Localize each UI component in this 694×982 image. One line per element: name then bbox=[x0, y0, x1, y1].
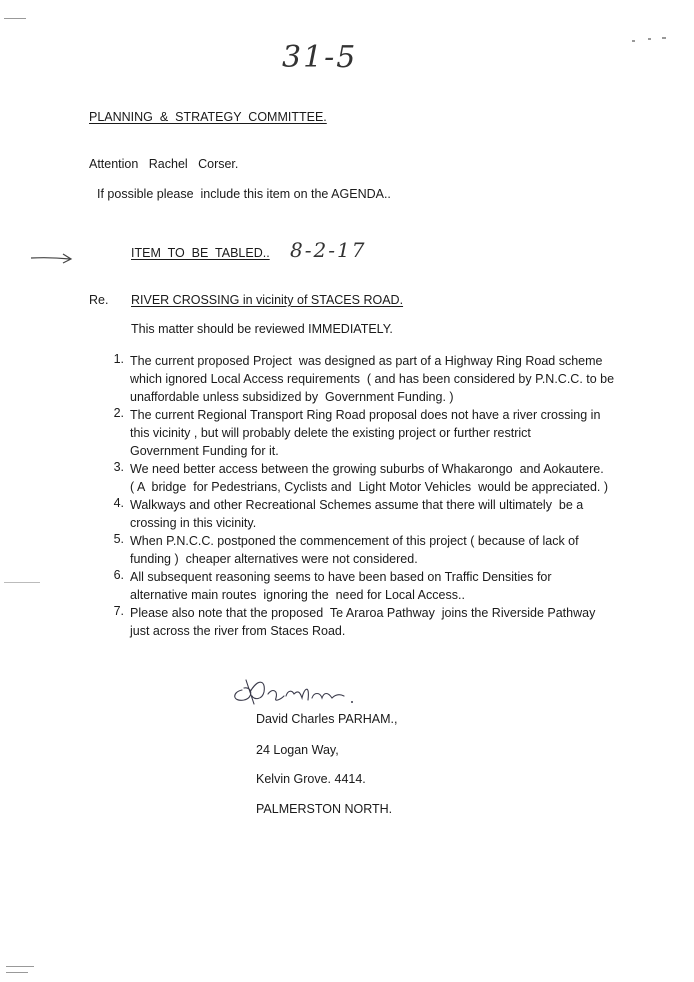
item-number: 4. bbox=[113, 496, 124, 510]
request-line: If possible please include this item on the AGENDA.. bbox=[97, 187, 391, 201]
signatory-street: 24 Logan Way, bbox=[256, 743, 339, 757]
item-number: 2. bbox=[113, 406, 124, 420]
signatory-city: PALMERSTON NORTH. bbox=[256, 802, 393, 816]
committee-heading: PLANNING & STRATEGY COMMITTEE. bbox=[89, 110, 327, 124]
scan-mark bbox=[662, 37, 666, 39]
scan-mark bbox=[632, 40, 635, 42]
item-number: 1. bbox=[113, 352, 124, 366]
tabled-date: 8-2-17 bbox=[290, 238, 367, 262]
scan-mark bbox=[4, 582, 40, 583]
item-number: 3. bbox=[113, 460, 124, 474]
item-text-line: just across the river from Staces Road. bbox=[130, 624, 346, 638]
item-text-line: The current Regional Transport Ring Road proposal does not have a river crossing in bbox=[130, 408, 601, 422]
item-number: 5. bbox=[113, 532, 124, 546]
item-text-line: When P.N.C.C. postponed the commencement of this project ( because of lack of bbox=[130, 534, 579, 548]
scan-mark bbox=[6, 966, 34, 967]
item-text-line: ( A bridge for Pedestrians, Cyclists and Light Motor Vehicles would be appreciated. ) bbox=[130, 480, 609, 494]
item-text-line: We need better access between the growing suburbs of Whakarongo and Aokautere. bbox=[130, 462, 604, 476]
signatory-name: David Charles PARHAM., bbox=[256, 712, 398, 726]
attention-line: Attention Rachel Corser. bbox=[89, 157, 239, 171]
re-subject: RIVER CROSSING in vicinity of STACES ROAD. bbox=[131, 293, 404, 307]
item-text-line: The current proposed Project was designed as part of a Highway Ring Road scheme bbox=[130, 354, 603, 368]
scan-mark bbox=[6, 972, 28, 973]
item-text-line: funding ) cheaper alternatives were not considered. bbox=[130, 552, 418, 566]
signatory-suburb: Kelvin Grove. 4414. bbox=[256, 772, 366, 786]
arrow-right-icon bbox=[30, 251, 74, 265]
item-number: 7. bbox=[113, 604, 124, 618]
item-text-line: alternative main routes ignoring the need for Local Access.. bbox=[130, 588, 465, 602]
item-number: 6. bbox=[113, 568, 124, 582]
item-text-line: All subsequent reasoning seems to have been based on Traffic Densities for bbox=[130, 570, 552, 584]
item-text-line: Please also note that the proposed Te Araroa Pathway joins the Riverside Pathway bbox=[130, 606, 596, 620]
signature bbox=[228, 670, 358, 710]
item-text-line: Walkways and other Recreational Schemes assume that there will ultimately be a bbox=[130, 498, 584, 512]
handwritten-reference: 31-5 bbox=[282, 40, 358, 75]
scan-mark bbox=[648, 38, 651, 40]
item-text-line: crossing in this vicinity. bbox=[130, 516, 257, 530]
item-text-line: Government Funding for it. bbox=[130, 444, 279, 458]
review-note: This matter should be reviewed IMMEDIATELY. bbox=[131, 322, 393, 336]
scan-mark bbox=[4, 18, 26, 19]
item-text-line: this vicinity , but will probably delete the existing project or further restrict bbox=[130, 426, 531, 440]
re-label: Re. bbox=[89, 293, 109, 307]
item-text-line: unaffordable unless subsidized by Government Funding. ) bbox=[130, 390, 454, 404]
tabled-label: ITEM TO BE TABLED.. bbox=[131, 246, 270, 260]
item-text-line: which ignored Local Access requirements ( and has been considered by P.N.C.C. to be bbox=[130, 372, 615, 386]
